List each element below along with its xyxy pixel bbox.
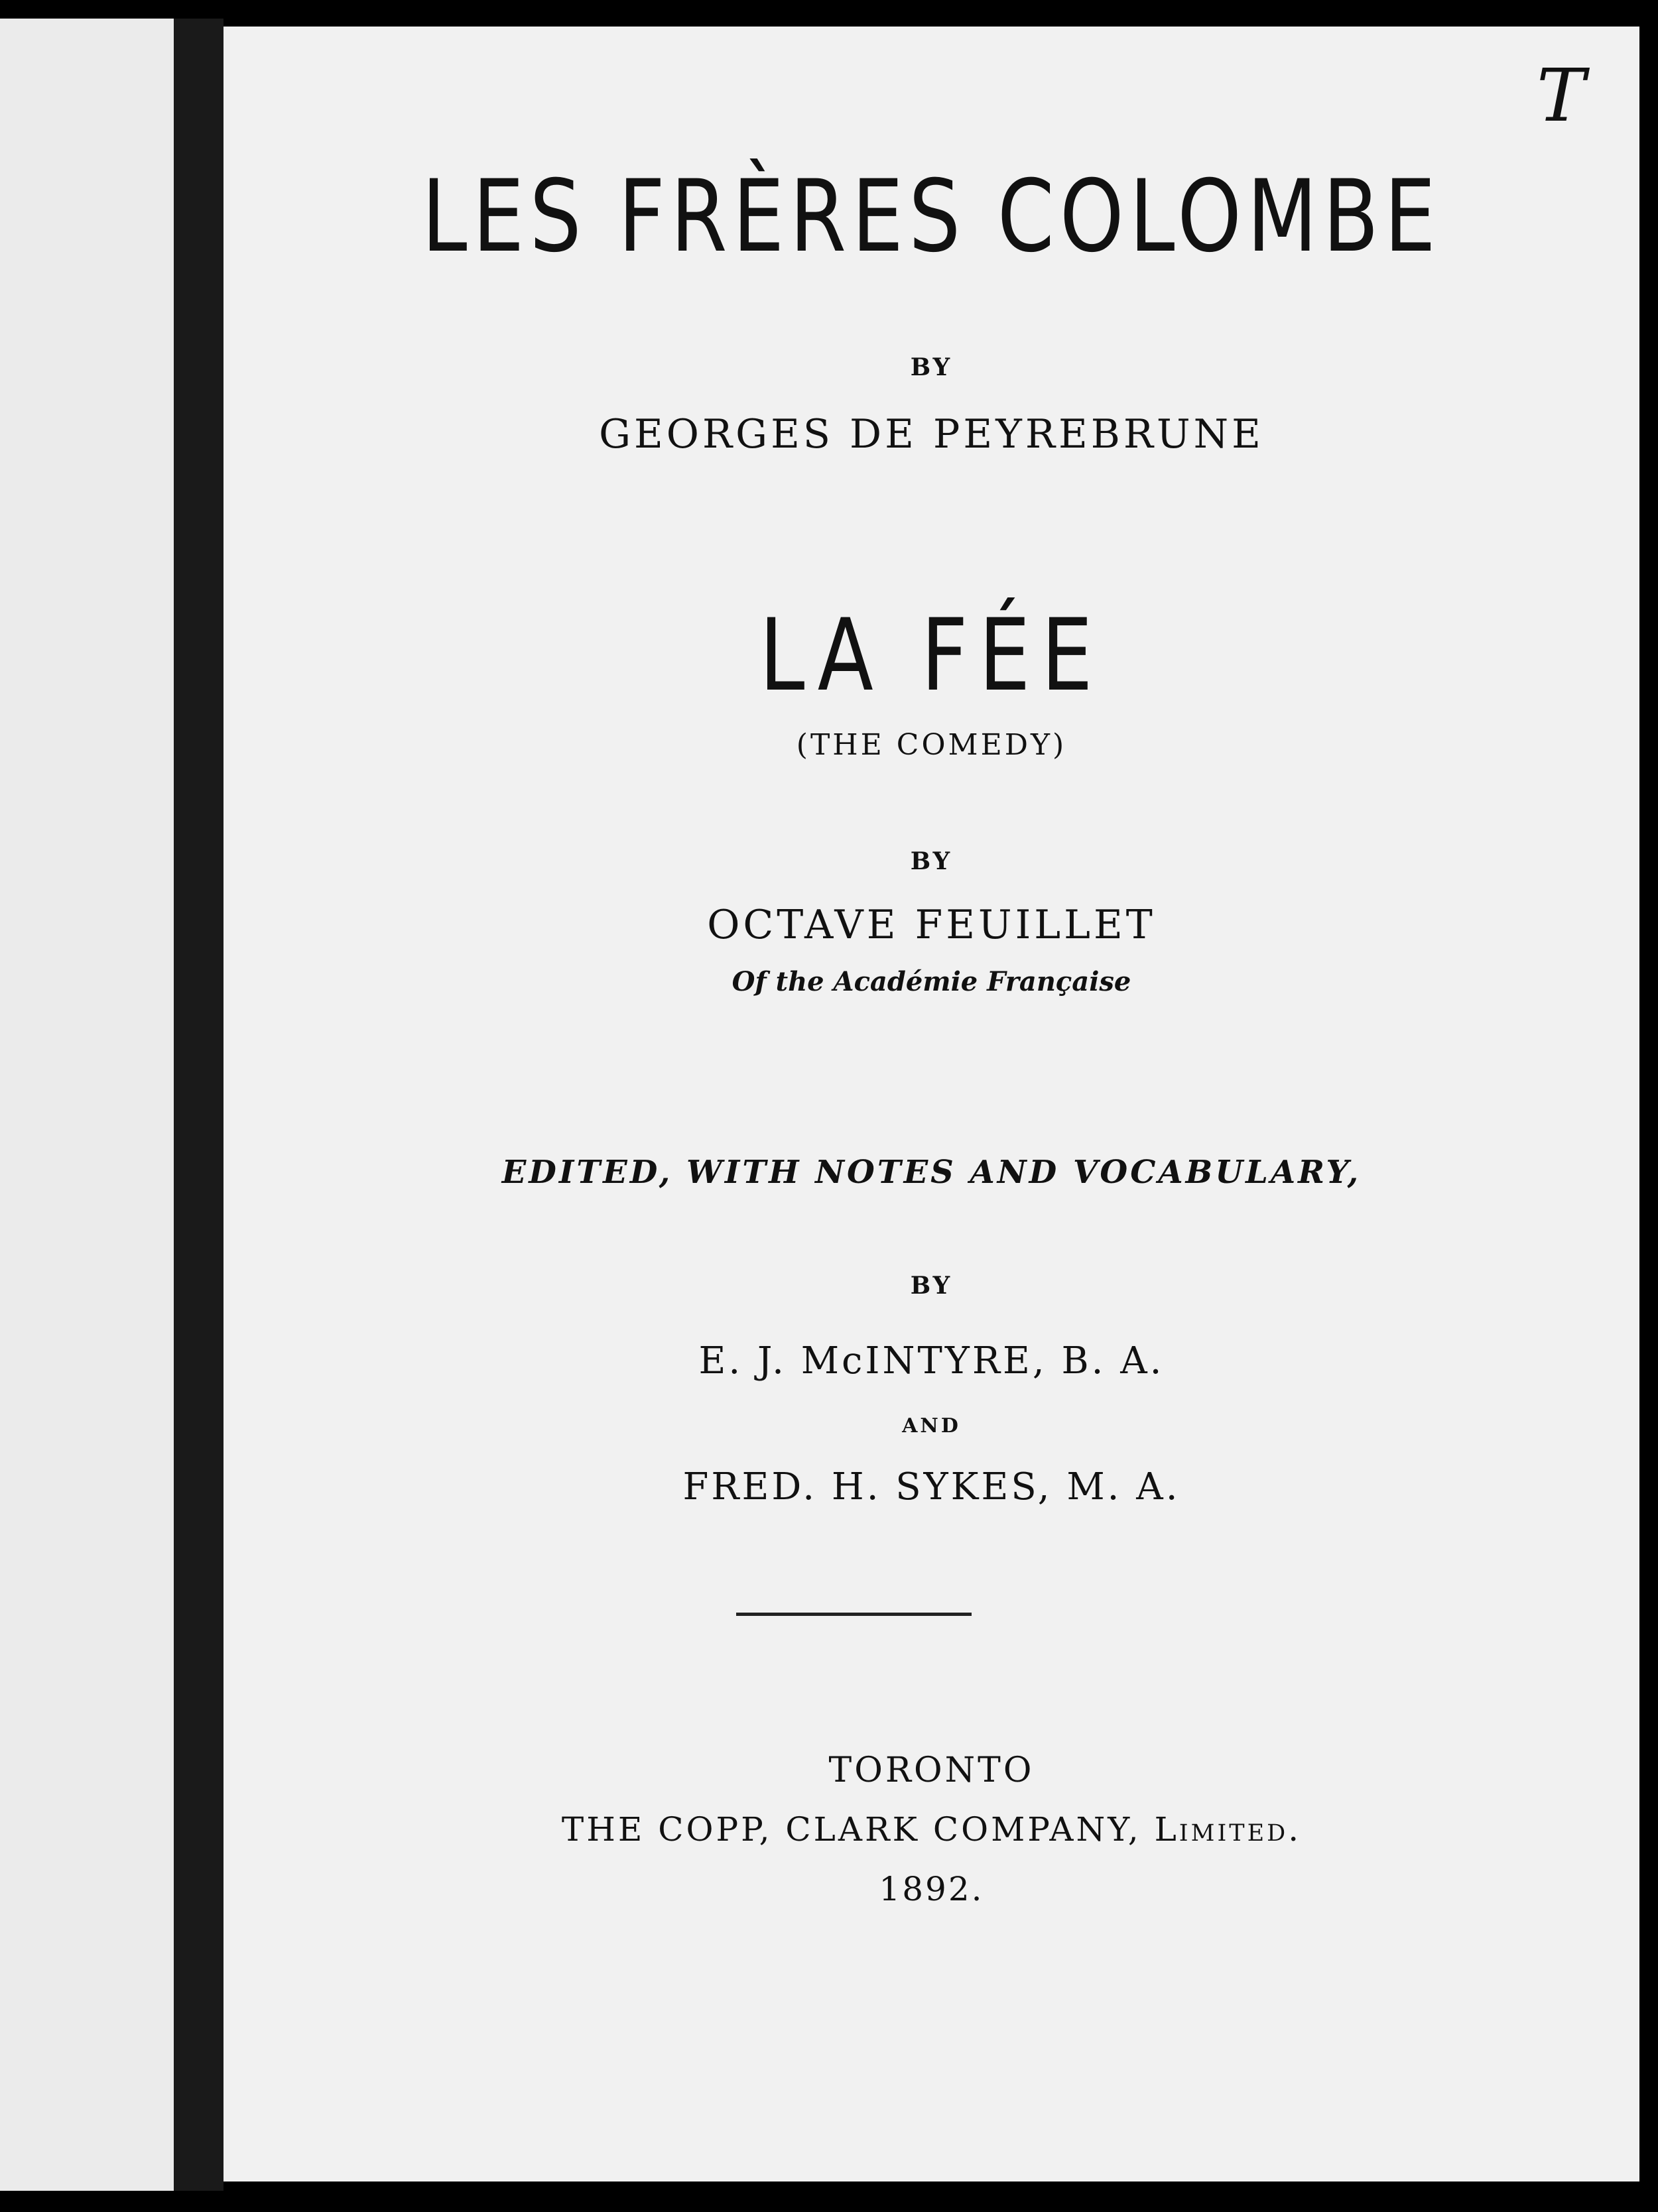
editor-2: FRED. H. SYKES, M. A. — [682, 1465, 1180, 1508]
editor-1: E. J. McINTYRE, B. A. — [698, 1339, 1165, 1382]
divider-rule — [736, 1613, 972, 1616]
work-subtitle-2: (THE COMEDY) — [796, 728, 1067, 762]
work-title-2: LA FÉE — [759, 598, 1104, 713]
author-1: GEORGES DE PEYREBRUNE — [599, 411, 1264, 458]
and-conjunction: AND — [902, 1414, 961, 1438]
publisher-suffix: Limited. — [1154, 1810, 1302, 1849]
book-gutter — [174, 19, 223, 2191]
author-2-affiliation: Of the Académie Française — [732, 966, 1131, 997]
publication-place: TORONTO — [828, 1751, 1035, 1790]
byline-1: BY — [910, 353, 953, 381]
title-page — [223, 27, 1639, 2181]
author-2: OCTAVE FEUILLET — [707, 902, 1156, 948]
byline-3: BY — [910, 1272, 953, 1300]
publication-year: 1892. — [879, 1870, 984, 1908]
publisher — [223, 1810, 1639, 1849]
publisher-name: THE COPP, CLARK COMPANY, — [561, 1810, 1141, 1849]
work-title-1: LES FRÈRES COLOMBE — [421, 159, 1442, 275]
corner-handwritten-mark: T — [1537, 53, 1586, 138]
byline-2: BY — [910, 847, 953, 875]
scan-border — [1639, 19, 1658, 2191]
left-page-edge — [0, 19, 174, 2191]
edited-line: EDITED, WITH NOTES AND VOCABULARY, — [501, 1154, 1362, 1191]
